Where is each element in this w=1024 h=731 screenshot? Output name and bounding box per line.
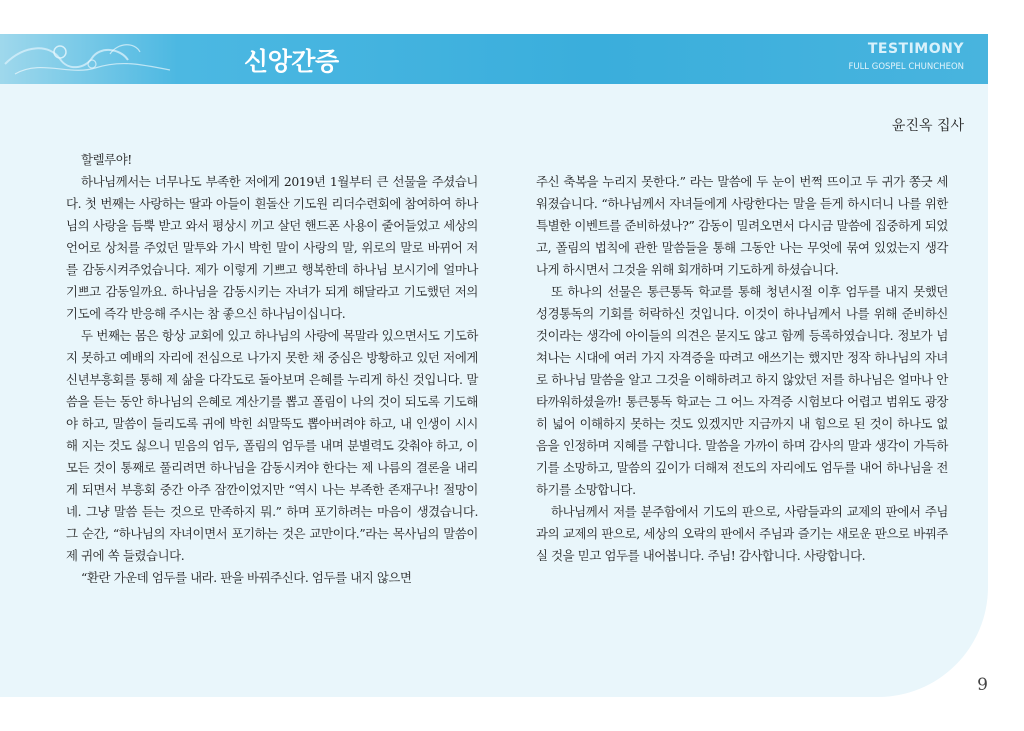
section-title: 신앙간증 — [244, 47, 339, 76]
author-name: 윤진옥 집사 — [891, 118, 964, 134]
page-number: 9 — [977, 675, 988, 695]
paragraph: “환란 가운데 엄두를 내라. 판을 바꿔주신다. 엄두를 내지 않으면 — [81, 570, 412, 585]
left-column — [66, 149, 478, 589]
brand-label: TESTIMONY — [867, 41, 964, 57]
header-branding — [848, 41, 964, 72]
swirl-ornament-icon — [0, 34, 200, 84]
paragraph: 또 하나의 선물은 통큰통독 학교를 통해 청년시절 이후 엄두를 내지 못했던 성경통독의 기회를 허락하신 것입니다. 이것이 하나님께서 나를 위해 준비하신 것이라는 생각에 아이들의 의견은 묻지도 않고 함께 등록하였습니다. 정보가 넘쳐나는 시대에 여러 가지 자격증을 따려고 애쓰기는 했지만 정작 하나님의 자녀로 하나님 말씀을 알고 그것을 이해하려고 하지 않았던 저를 하나님은 얼마나 안타까워하셨을까! 통큰통독 학교는 그 어느 자격증 시험보다 어렵고 범위도 광장히 넓어 이해하지 못하는 것도 있겠지만 지금까지 내 힘으로 된 것이 하나도 없음을 인정하며 지혜를 구합니다. 말씀을 가까이 하며 감사의 말과 생각이 가득하기를 소망하고, 말씀의 깊이가 더해져 전도의 자리에도 엄두를 내어 하나님을 전하기를 소망합니다. — [536, 284, 948, 497]
paragraph: 주신 축복을 누리지 못한다.” 라는 말씀에 두 눈이 번쩍 뜨이고 두 귀가 쫑긋 세워졌습니다. “하나님께서 자녀들에게 사랑한다는 말을 듣게 하시더니 나를 위한 특별한 이벤트를 준비하셨나?” 감동이 밀려오면서 다시금 말씀에 집중하게 되었고, 폴림의 법칙에 관한 말씀들을 통해 그동안 나는 무엇에 묶여 있었는지 생각나게 하시면서 그것을 위해 회개하며 기도하게 하셨습니다. — [536, 174, 948, 277]
right-column — [536, 171, 948, 567]
paragraph: 두 번째는 몸은 항상 교회에 있고 하나님의 사랑에 목말라 있으면서도 기도하지 못하고 예배의 자리에 전심으로 나가지 못한 채 중심은 방황하고 있던 저에게 신년부흥회를 통해 제 삶을 다각도로 돌아보며 은혜를 누리게 하신 것입니다. 말씀을 듣는 동안 하나님의 은혜로 계산기를 뽑고 폴림이 나의 것이 되도록 기도해야 하고, 말씀이 들리도록 귀에 박힌 쇠말뚝도 뽑아버려야 하고, 내 인생이 시시해 지는 것도 싫으니 믿음의 엄두, 폴림의 엄두를 내며 분별력도 갖춰야 하고, 이 모든 것이 통째로 풀리려면 하나님을 감동시켜야 한다는 제 나름의 결론을 내리게 되면서 부흥회 중간 아주 잠깐이었지만 “역시 나는 부족한 존재구나! 절망이네. 그냥 말씀 듣는 것으로 만족하지 뭐.” 하며 포기하려는 마음이 생겼습니다. 그 순간, “하나님의 자녀이면서 포기하는 것은 교만이다.”라는 목사님의 말씀이 제 귀에 쏙 들렸습니다. — [66, 328, 478, 563]
paragraph: 하나님께서는 너무나도 부족한 저에게 2019년 1월부터 큰 선물을 주셨습니다. 첫 번째는 사랑하는 딸과 아들이 흰돌산 기도원 리더수련회에 참여하여 하나님의 사랑을 듬뿍 받고 와서 평상시 끼고 살던 핸드폰 사용이 줄어들었고 세상의 언어로 상처를 주었던 말투와 가시 박힌 말이 사랑의 말, 위로의 말로 바뀌어 저를 감동시켜주었습니다. 제가 이렇게 기쁘고 행복한데 하나님 보시기에 얼마나 기쁘고 감동일까요. 하나님을 감동시키는 자녀가 되게 해달라고 기도했던 저의 기도에 즉각 반응해 주시는 참 좋으신 하나님이십니다. — [66, 174, 478, 321]
paragraph: 하나님께서 저를 분주함에서 기도의 판으로, 사람들과의 교제의 판에서 주님과의 교제의 판으로, 세상의 오락의 판에서 주님과 즐기는 새로운 판으로 바꿔주실 것을 믿고 엄두를 내어봅니다. 주님! 감사합니다. 사랑합니다. — [536, 504, 948, 563]
paragraph: 할렐루야! — [81, 152, 132, 167]
church-name: FULL GOSPEL CHUNCHEON — [848, 62, 964, 72]
